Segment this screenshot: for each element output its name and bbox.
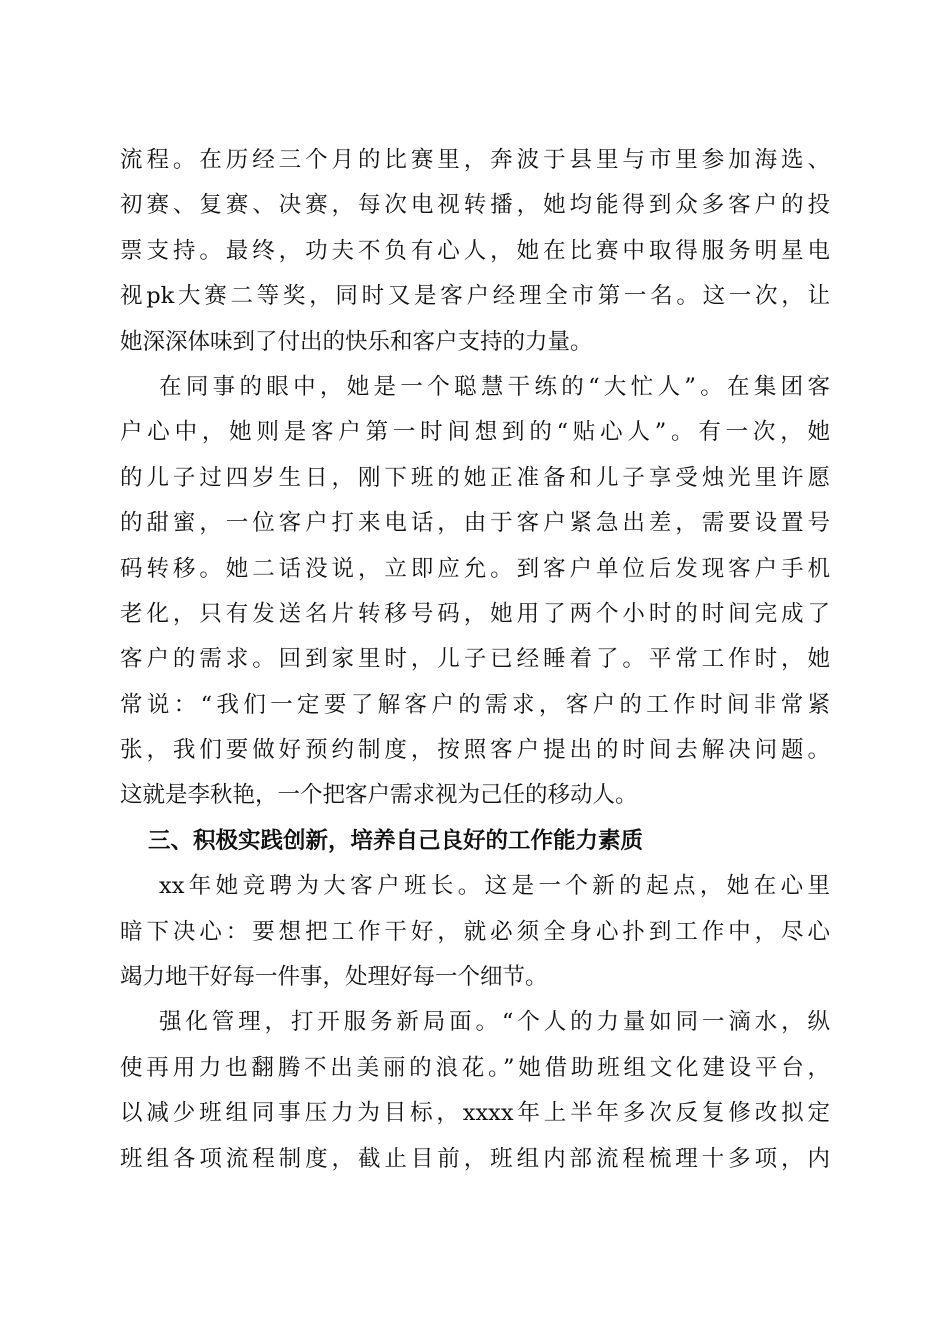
- text-line: 客户的需求。回到家里时，儿子已经睡着了。平常工作时，她: [120, 646, 830, 673]
- text-line: 视pk大赛二等奖，同时又是客户经理全市第一名。这一次，让: [120, 283, 830, 310]
- section-heading: 三、积极实践创新，培养自己良好的工作能力素质: [148, 827, 644, 854]
- text-line: 常说：“我们一定要了解客户的需求，客户的工作时间非常紧: [120, 691, 830, 718]
- text-line: 流程。在历经三个月的比赛里，奔波于县里与市里参加海选、: [120, 147, 830, 173]
- text-line: 她深深体味到了付出的快乐和客户支持的力量。: [120, 328, 593, 355]
- text-line: 班组各项流程制度，截止目前，班组内部流程梳理十多项，内: [120, 1145, 830, 1172]
- text-line: 老化，只有发送名片转移号码，她用了两个小时的时间完成了: [120, 600, 830, 627]
- paragraph-start-line: xx年她竞聘为大客户班长。这是一个新的起点，她在心里: [159, 873, 830, 900]
- text-line: 码转移。她二话没说，立即应允。到客户单位后发现客户手机: [120, 555, 830, 582]
- text-line: 张，我们要做好预约制度，按照客户提出的时间去解决问题。: [120, 737, 830, 764]
- paragraph-start-line: 强化管理，打开服务新局面。“个人的力量如同一滴水，纵: [159, 1009, 830, 1036]
- text-line: 以减少班组同事压力为目标，xxxx年上半年多次反复修改拟定: [120, 1100, 830, 1127]
- text-line: 初赛、复赛、决赛，每次电视转播，她均能得到众多客户的投: [120, 192, 830, 219]
- body-text: [120, 138, 830, 1182]
- text-line: 使再用力也翻腾不出美丽的浪花。”她借助班组文化建设平台，: [120, 1054, 830, 1081]
- paragraph-start-line: 在同事的眼中，她是一个聪慧干练的“大忙人”。在集团客: [159, 373, 830, 400]
- text-line: 票支持。最终，功夫不负有心人，她在比赛中取得服务明星电: [120, 237, 830, 264]
- text-line: 竭力地干好每一件事，处理好每一个细节。: [120, 964, 548, 991]
- text-line: 户心中，她则是客户第一时间想到的“贴心人”。有一次，她: [120, 419, 830, 446]
- text-line: 的甜蜜，一位客户打来电话，由于客户紧急出差，需要设置号: [120, 510, 830, 537]
- text-line: 这就是李秋艳，一个把客户需求视为己任的移动人。: [120, 782, 638, 809]
- text-line: 的儿子过四岁生日，刚下班的她正准备和儿子享受烛光里许愿: [120, 464, 830, 491]
- text-line: 暗下决心：要想把工作干好，就必须全身心扑到工作中，尽心: [120, 918, 830, 945]
